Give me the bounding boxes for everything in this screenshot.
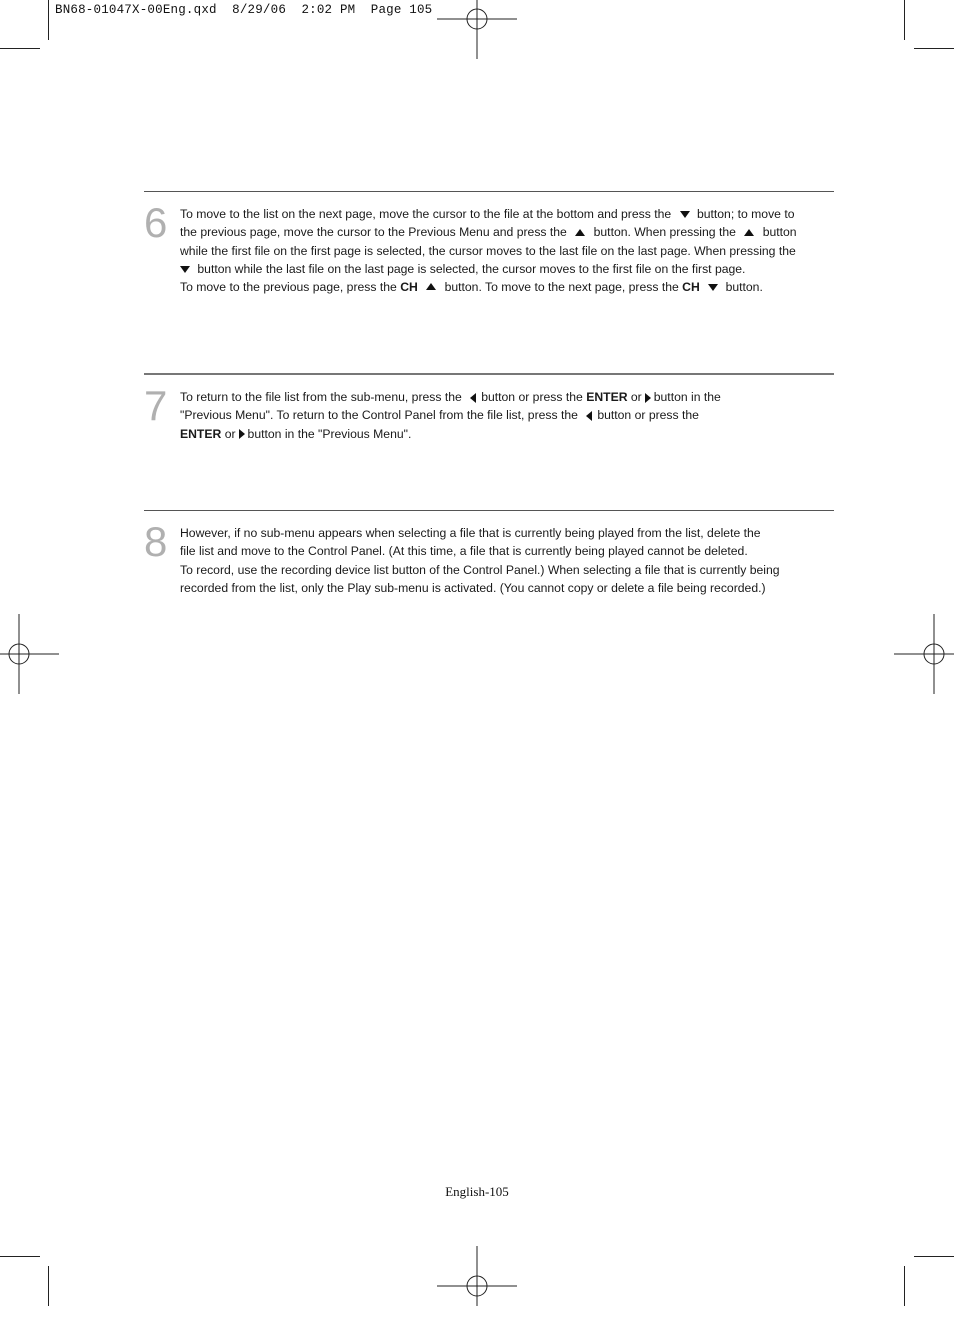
section-divider [144,510,834,511]
text-line: However, if no sub-menu appears when selecting a file that is currently being played from the list, delete the [180,526,761,540]
text-line: the previous page, move the cursor to the Previous Menu and press the button. When pressing the button [180,225,797,240]
registration-mark-icon [437,0,517,59]
crop-mark [914,1256,954,1257]
text-line: To move to the list on the next page, move the cursor to the file at the bottom and press the button; to move to [180,207,795,221]
crop-mark [48,0,49,40]
crop-mark [904,1266,905,1306]
ch-label: CH [682,280,700,295]
down-arrow-icon [708,284,718,291]
down-arrow-icon [180,266,190,273]
step-8-text [180,524,830,597]
section-divider [144,191,834,192]
left-arrow-icon [470,393,476,403]
crop-mark [0,48,40,49]
enter-label: ENTER [586,390,628,404]
up-arrow-icon [426,283,436,290]
page-number: English-105 [445,1184,509,1199]
step-number: 7 [144,382,168,429]
crop-mark [914,48,954,49]
text-line: button while the last file on the last page is selected, the cursor moves to the first file on the first page. [180,260,830,278]
text-line: recorded from the list, only the Play sub-menu is activated. (You cannot copy or delete a file being recorded.) [180,580,766,595]
registration-mark-icon [0,614,59,694]
text-line: ENTER or button in the "Previous Menu". [180,426,412,441]
step-6-text [180,205,830,296]
enter-label: ENTER [180,426,222,441]
crop-mark [48,1266,49,1306]
step-number: 8 [144,518,168,565]
crop-mark [904,0,905,40]
up-arrow-icon [575,229,585,236]
right-arrow-icon [239,429,245,439]
step-7-text [180,388,830,443]
registration-mark-icon [437,1246,517,1326]
text-line: file list and move to the Control Panel. (At this time, a file that is currently being played cannot be deleted. [180,544,748,559]
registration-mark-icon [894,614,954,694]
text-line: To record, use the recording device list button of the Control Panel.) When selecting a file that is currently being [180,562,780,577]
text-line: To move to the previous page, press the CH button. To move to the next page, press the CH button. [180,280,763,295]
ch-label: CH [400,280,418,295]
down-arrow-icon [680,211,690,218]
crop-mark [0,1256,40,1257]
text-line: "Previous Menu". To return to the Control Panel from the file list, press the button or press the [180,408,699,423]
step-number: 6 [144,199,168,246]
left-arrow-icon [586,411,592,421]
right-arrow-icon [645,393,651,403]
section-divider [144,373,834,375]
text-line: while the first file on the first page is selected, the cursor moves to the last file on the last page. When pressing the [180,243,796,258]
slug-line: BN68-01047X-00Eng.qxd 8/29/06 2:02 PM Page 105 [55,3,433,17]
text-line: To return to the file list from the sub-menu, press the button or press the ENTER or button in the [180,390,721,404]
up-arrow-icon [744,229,754,236]
